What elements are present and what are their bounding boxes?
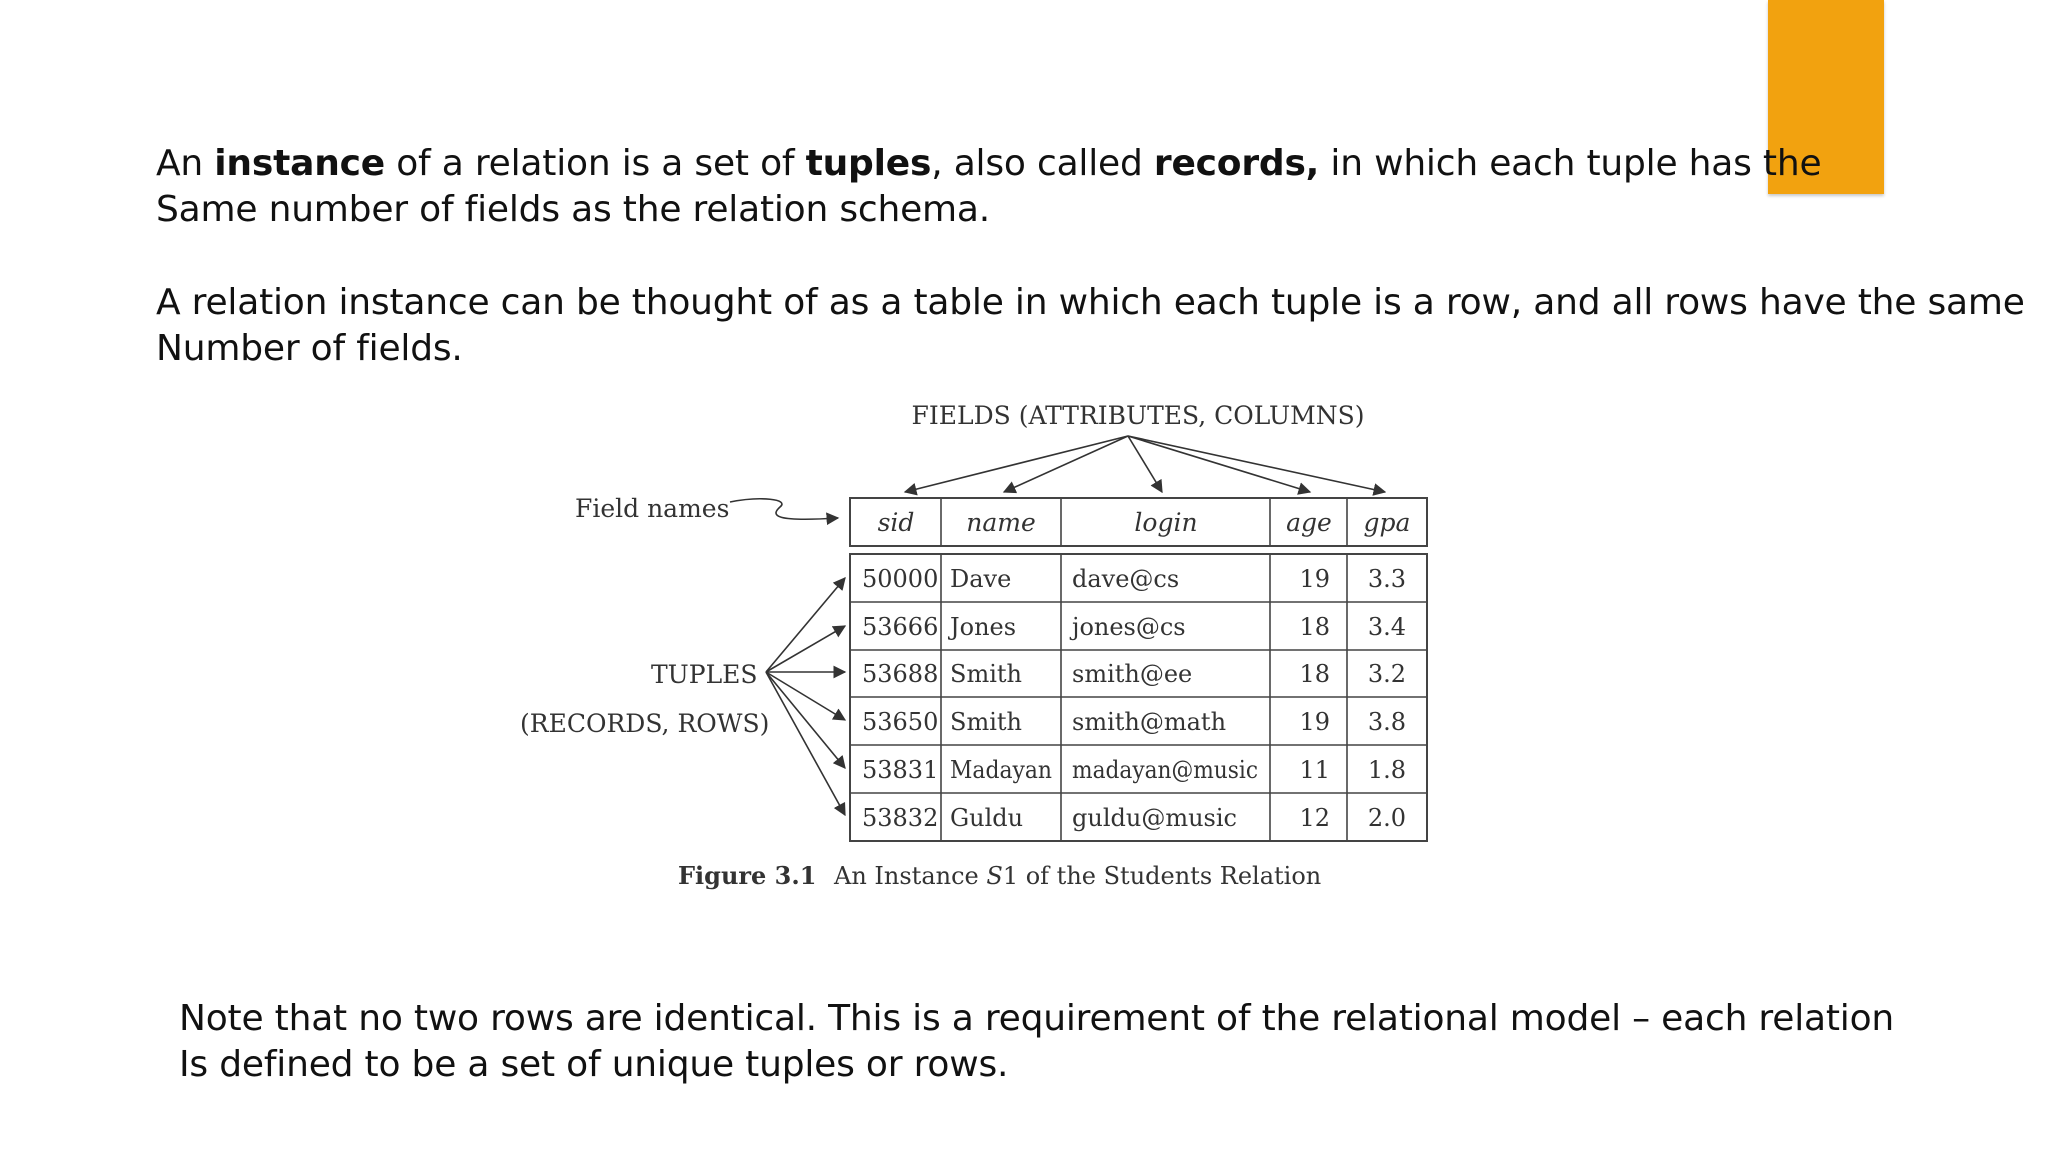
paragraph-line: Same number of fields as the relation schema.: [156, 189, 991, 230]
table-row: [862, 756, 1406, 784]
fields-label: FIELDS (ATTRIBUTES, COLUMNS): [911, 401, 1365, 430]
field-names-arrow: [730, 499, 838, 519]
arrow-to-row-4: [766, 672, 845, 720]
cell-sid: 53831: [862, 756, 939, 784]
table-header-box: [850, 498, 1427, 546]
cell-gpa: 1.8: [1367, 756, 1407, 784]
cell-age: 19: [1299, 565, 1330, 593]
figure-caption-number: Figure 3.1: [678, 861, 817, 890]
arrow-to-name: [1004, 436, 1128, 492]
cell-login: smith@ee: [1072, 660, 1193, 688]
bold-term-instance: instance: [214, 143, 385, 184]
paragraph-relation-instance-table: [156, 280, 2025, 372]
students-table: [850, 498, 1427, 841]
cell-login: madayan@music: [1072, 756, 1258, 784]
text-span: , also called: [931, 143, 1154, 184]
tuples-label: TUPLES: [651, 660, 758, 689]
column-header-age: age: [1286, 508, 1332, 537]
arrow-to-sid: [905, 436, 1128, 492]
figure-caption-text: [833, 862, 1321, 890]
cell-age: 12: [1299, 804, 1330, 832]
bold-term-records: records,: [1153, 143, 1320, 184]
field-names-label: Field names: [575, 494, 730, 523]
records-rows-label: (RECORDS, ROWS): [520, 709, 770, 738]
table-header-row: [878, 508, 1411, 537]
cell-sid: 53688: [862, 660, 939, 688]
cell-age: 18: [1299, 660, 1330, 688]
paragraph-line: Number of fields.: [156, 328, 463, 369]
text-span: in which each tuple has the: [1319, 143, 1822, 184]
bold-term-tuples: tuples: [805, 143, 932, 184]
column-header-gpa: gpa: [1363, 508, 1411, 537]
cell-gpa: 3.4: [1367, 613, 1407, 641]
caption-text-italic: S: [986, 862, 1003, 890]
cell-name: Guldu: [950, 804, 1024, 832]
cell-name: Jones: [950, 613, 1017, 641]
field-arrows: [905, 436, 1385, 492]
cell-gpa: 3.3: [1367, 565, 1407, 593]
cell-sid: 53666: [862, 613, 939, 641]
cell-sid: 53832: [862, 804, 939, 832]
paragraph-line: Is defined to be a set of unique tuples or rows.: [179, 1044, 1009, 1085]
cell-gpa: 3.2: [1367, 660, 1407, 688]
cell-name: Smith: [950, 660, 1022, 688]
table-row-dividers: [850, 602, 1427, 793]
caption-text-suffix: 1 of the Students Relation: [1002, 862, 1322, 890]
cell-sid: 53650: [862, 708, 939, 736]
arrow-to-age: [1128, 436, 1310, 492]
tuple-arrows: [766, 578, 845, 815]
text-span: An: [156, 143, 215, 184]
arrow-to-row-1: [766, 578, 845, 672]
cell-name: Madayan: [950, 756, 1052, 784]
cell-login: jones@cs: [1072, 613, 1186, 641]
table-body-rows: [862, 565, 1406, 832]
column-header-name: name: [966, 508, 1036, 537]
arrow-to-row-5: [766, 672, 845, 768]
arrow-to-row-2: [766, 626, 845, 672]
cell-name: Smith: [950, 708, 1022, 736]
caption-text-prefix: An Instance: [834, 862, 987, 890]
cell-age: 19: [1299, 708, 1330, 736]
cell-age: 18: [1299, 613, 1330, 641]
table-body-box: [850, 554, 1427, 841]
cell-sid: 50000: [862, 565, 939, 593]
table-row: [862, 708, 1406, 736]
table-row: [862, 660, 1406, 688]
text-span: of a relation is a set of: [384, 143, 806, 184]
table-row: [862, 804, 1406, 832]
cell-login: guldu@music: [1072, 804, 1237, 832]
paragraph-line: Note that no two rows are identical. This is a requirement of the relational model – each relation: [179, 998, 1895, 1039]
paragraph-line: A relation instance can be thought of as a table in which each tuple is a row, and all rows have the same: [156, 282, 2025, 323]
cell-login: dave@cs: [1072, 565, 1180, 593]
cell-gpa: 2.0: [1367, 804, 1407, 832]
cell-gpa: 3.8: [1367, 708, 1407, 736]
paragraph-instance-definition: [156, 141, 1821, 233]
column-header-sid: sid: [877, 508, 915, 537]
cell-age: 11: [1299, 756, 1330, 784]
table-row: [862, 565, 1406, 593]
cell-name: Dave: [950, 565, 1012, 593]
table-column-dividers: [941, 498, 1347, 841]
arrow-to-login: [1128, 436, 1162, 492]
arrow-to-gpa: [1128, 436, 1385, 492]
table-row: [862, 613, 1406, 641]
column-header-login: login: [1134, 508, 1198, 537]
cell-login: smith@math: [1072, 708, 1227, 736]
paragraph-line: [156, 141, 1821, 187]
arrow-to-row-6: [766, 672, 845, 815]
paragraph-no-identical-rows: [179, 996, 1894, 1088]
